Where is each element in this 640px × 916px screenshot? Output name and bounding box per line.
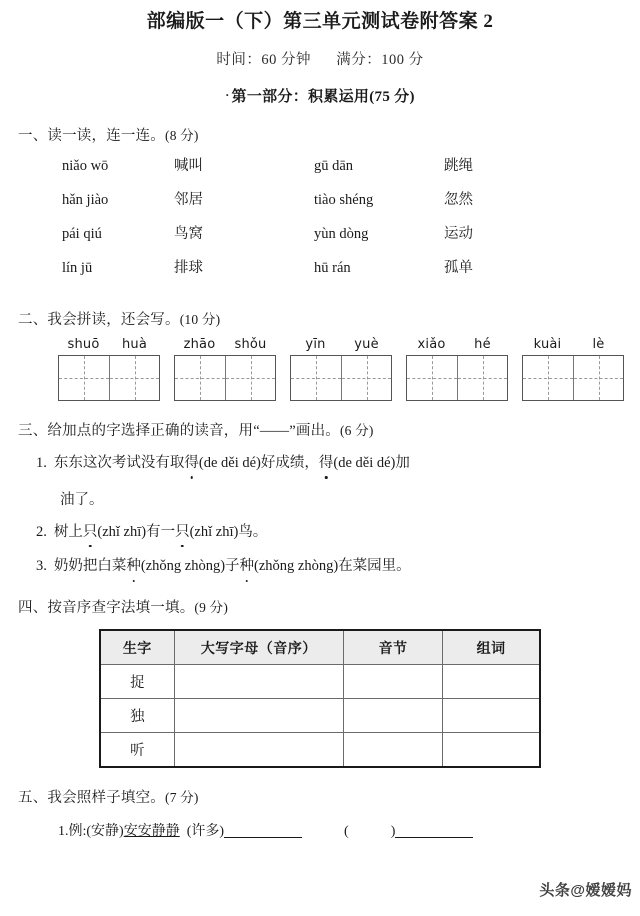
sentence-text: 东东这次考试没有取	[53, 454, 185, 471]
pronunciation-question	[36, 522, 622, 544]
table-column-header: 组词	[443, 630, 540, 665]
tianzige-group	[290, 337, 392, 401]
tianzige-boxes	[406, 355, 508, 401]
table-column-header: 大写字母（音序）	[174, 630, 343, 665]
pinyin-options[interactable]: (zhǒng zhòng)	[254, 558, 339, 575]
match-word-right[interactable]: 跳绳	[444, 157, 473, 174]
match-exercise-table	[62, 154, 534, 290]
tianzige-pinyin-label	[522, 337, 624, 352]
section-4-title: 四、按音序查字法填一填。	[18, 600, 195, 617]
tianzige-boxes	[174, 355, 276, 401]
match-row	[62, 256, 534, 290]
watermark: 头条@嫒嫒妈	[539, 882, 632, 899]
section-2-title: 二、我会拼读，还会写。	[18, 311, 180, 328]
tianzige-pinyin-label	[174, 337, 276, 352]
exam-meta	[18, 48, 622, 69]
tianzige-boxes	[522, 355, 624, 401]
question-number: 2.	[36, 523, 47, 540]
match-word-left[interactable]: 鸟窝	[174, 225, 203, 242]
tianzige-cell[interactable]	[407, 356, 457, 400]
pinyin-syllable: lè	[592, 336, 605, 352]
table-cell-answer[interactable]	[343, 699, 443, 733]
question-number: 3.	[36, 558, 47, 575]
match-row	[62, 154, 534, 188]
tianzige-group	[522, 337, 624, 401]
sentence-text: 鸟。	[238, 523, 268, 540]
pronunciation-question-list	[18, 453, 622, 578]
pinyin-options[interactable]: (zhǐ zhī)	[189, 523, 239, 540]
pronunciation-question	[36, 556, 622, 578]
dictionary-table-wrapper	[18, 629, 622, 768]
match-row	[62, 188, 534, 222]
table-header-row	[100, 630, 540, 665]
pinyin-syllable: zhāo	[183, 336, 216, 352]
tianzige-pinyin-label	[58, 337, 160, 352]
tianzige-cell[interactable]	[523, 356, 573, 400]
dotted-character: 只	[83, 522, 98, 544]
example-label: 例:	[68, 824, 87, 840]
match-word-right[interactable]: 孤单	[444, 259, 473, 276]
open-paren: (	[344, 824, 349, 840]
sentence-text: 树上	[53, 523, 83, 540]
pinyin-syllable: shǒu	[234, 336, 267, 352]
pronunciation-question	[36, 453, 622, 475]
section-2-points: (10 分)	[179, 311, 221, 327]
table-cell-answer[interactable]	[174, 665, 343, 699]
match-word-right[interactable]: 忽然	[444, 191, 473, 208]
answer-blank-2[interactable]	[395, 837, 473, 838]
match-word-left[interactable]: 邻居	[174, 191, 203, 208]
part-heading	[18, 85, 622, 106]
sentence-text: 奶奶把白菜	[53, 558, 127, 575]
table-cell-answer[interactable]	[443, 699, 540, 733]
table-cell-answer[interactable]	[174, 733, 343, 768]
section-5-heading	[18, 786, 622, 807]
table-row	[100, 699, 540, 733]
dotted-character: 种	[240, 556, 255, 578]
table-cell-character: 听	[100, 733, 174, 768]
dictionary-lookup-table	[99, 629, 541, 768]
tianzige-writing-row	[58, 337, 622, 401]
test-paper-page	[0, 11, 640, 916]
section-1-heading	[18, 124, 622, 145]
match-word-right[interactable]: 运动	[444, 225, 473, 242]
pinyin-options[interactable]: (zhǒng zhòng)	[140, 558, 226, 575]
sentence-text: 在菜园里。	[338, 558, 411, 575]
match-pinyin-left[interactable]: lín jū	[62, 259, 93, 276]
section-3-heading	[18, 419, 622, 440]
pinyin-syllable: kuài	[533, 336, 562, 352]
example-answer-word: 安安静静	[123, 824, 180, 840]
match-pinyin-right[interactable]: tiào shéng	[314, 191, 374, 208]
match-pinyin-left[interactable]: hǎn jiào	[62, 191, 109, 208]
match-pinyin-right[interactable]: gū dān	[314, 157, 354, 174]
sentence-text: 子	[225, 558, 240, 575]
table-cell-character: 独	[100, 699, 174, 733]
section-2-heading	[18, 308, 622, 329]
pinyin-syllable: huà	[121, 336, 148, 352]
tianzige-cell[interactable]	[291, 356, 341, 400]
example-source-word: (安静)	[86, 824, 124, 840]
table-cell-answer[interactable]	[443, 665, 540, 699]
section-1-title: 一、读一读，连一连。	[18, 127, 165, 144]
table-cell-character: 捉	[100, 665, 174, 699]
answer-blank-1[interactable]	[224, 837, 302, 838]
sentence-text: 有一	[146, 523, 176, 540]
sentence-continuation: 油了。	[60, 491, 104, 508]
match-pinyin-right[interactable]: hū rán	[314, 259, 351, 276]
table-cell-answer[interactable]	[343, 733, 443, 768]
table-cell-answer[interactable]	[443, 733, 540, 768]
tianzige-group	[174, 337, 276, 401]
tianzige-cell[interactable]	[341, 356, 391, 400]
tianzige-cell[interactable]	[225, 356, 275, 400]
pinyin-options[interactable]: (de děi dé)	[333, 454, 396, 471]
pinyin-syllable: xiǎo	[417, 336, 446, 352]
tianzige-pinyin-label	[290, 337, 392, 352]
tianzige-group	[406, 337, 508, 401]
tianzige-cell[interactable]	[109, 356, 159, 400]
pinyin-syllable: yuè	[354, 336, 379, 352]
match-word-left[interactable]: 喊叫	[174, 157, 203, 174]
tianzige-pinyin-label	[406, 337, 508, 352]
sentence-text: 加	[395, 454, 410, 471]
table-cell-answer[interactable]	[174, 699, 343, 733]
table-column-header: 音节	[343, 630, 443, 665]
table-row	[100, 733, 540, 768]
pinyin-options[interactable]: (de děi dé)	[198, 454, 261, 471]
match-word-left[interactable]: 排球	[174, 259, 203, 276]
table-cell-answer[interactable]	[343, 665, 443, 699]
table-column-header: 生字	[100, 630, 174, 665]
section-3-points: (6 分)	[339, 422, 374, 438]
dotted-character: 得	[184, 453, 199, 475]
fill-blank-item-1	[58, 820, 622, 840]
pinyin-options[interactable]: (zhǐ zhī)	[97, 523, 147, 540]
tianzige-cell[interactable]	[573, 356, 623, 400]
prompt-word: (许多)	[186, 824, 225, 840]
table-row	[100, 665, 540, 699]
bullet-icon: ·	[225, 87, 230, 102]
dotted-character: 得	[319, 453, 334, 475]
pinyin-syllable: shuō	[67, 336, 100, 352]
match-pinyin-left[interactable]: niǎo wō	[62, 157, 109, 174]
pinyin-syllable: hé	[474, 336, 491, 352]
section-4-points: (9 分)	[194, 600, 229, 616]
part-heading-text: 第一部分：积累运用	[231, 88, 370, 105]
sentence-text: 好成绩，	[260, 454, 319, 471]
section-4-heading	[18, 596, 622, 617]
tianzige-cell[interactable]	[59, 356, 109, 400]
pinyin-syllable: yīn	[305, 336, 326, 352]
tianzige-cell[interactable]	[175, 356, 225, 400]
part-heading-score: (75 分)	[369, 88, 415, 105]
tianzige-boxes	[58, 355, 160, 401]
tianzige-group	[58, 337, 160, 401]
item-number: 1.	[58, 824, 69, 840]
match-pinyin-right[interactable]: yùn dòng	[314, 225, 369, 242]
section-5-title: 五、我会照样子填空。	[18, 790, 165, 807]
match-row	[62, 222, 534, 256]
dotted-character: 种	[126, 556, 141, 578]
dotted-character: 只	[175, 522, 190, 544]
match-pinyin-left[interactable]: pái qiú	[62, 225, 102, 242]
tianzige-boxes	[290, 355, 392, 401]
exam-time: 时间：60 分钟	[216, 51, 311, 68]
section-3-title: 三、给加点的字选择正确的读音，用“——”画出。	[18, 422, 340, 439]
page-title: 部编版一（下）第三单元测试卷附答案 2	[146, 11, 494, 32]
close-paren: )	[390, 824, 396, 840]
section-5-points: (7 分)	[165, 790, 199, 806]
exam-total-score: 满分：100 分	[336, 51, 424, 68]
question-number: 1.	[36, 454, 47, 471]
tianzige-cell[interactable]	[457, 356, 507, 400]
section-1-points: (8 分)	[165, 127, 199, 143]
